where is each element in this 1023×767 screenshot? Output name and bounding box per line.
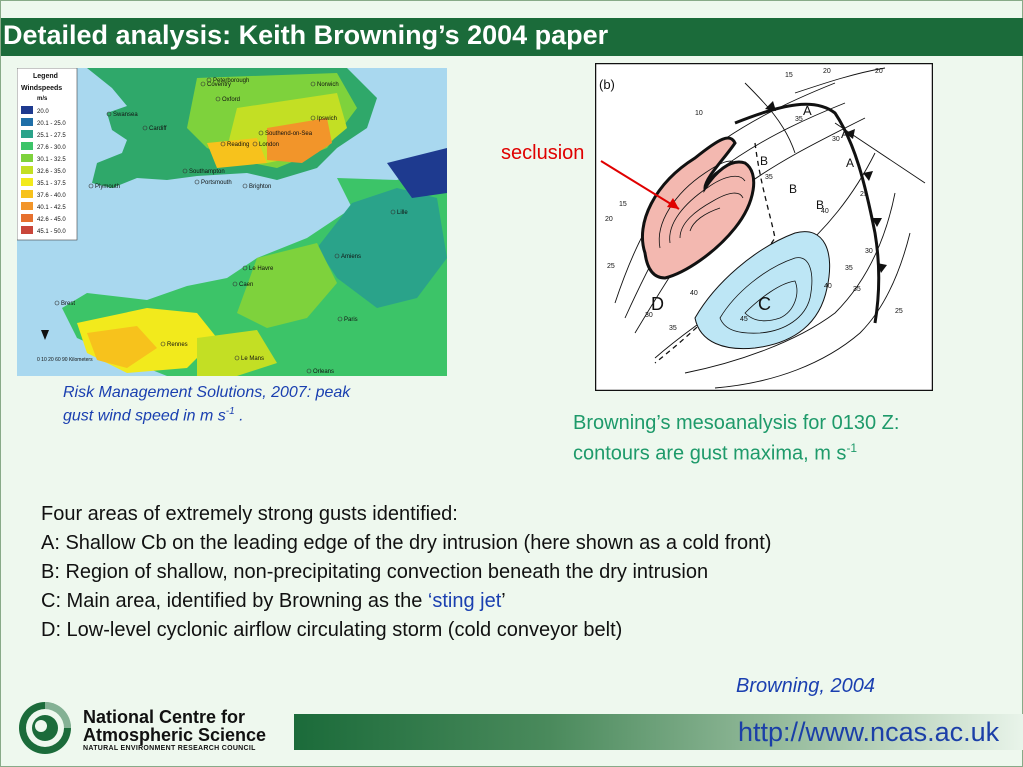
map-legend-title: Legend — [33, 73, 58, 80]
map-place-label: Swansea — [113, 112, 138, 118]
map-place-label: Norwich — [317, 82, 339, 88]
figure-contour-value: 40 — [821, 208, 829, 215]
legend-swatch — [21, 178, 33, 186]
map-place-label: Lille — [397, 210, 408, 216]
map-place-label: Brest — [61, 301, 76, 307]
legend-label: 35.1 - 37.5 — [37, 181, 66, 187]
figure-region-letter: A — [803, 103, 812, 118]
map-place-label: Le Havre — [249, 266, 274, 272]
legend-label: 27.6 - 30.0 — [37, 145, 66, 151]
figure-contour-value: 35 — [853, 286, 861, 293]
map-place-label: Cardiff — [149, 126, 167, 132]
map-place-label: Oxford — [222, 97, 241, 103]
figure-region-letter: C — [758, 294, 771, 314]
mesoanalysis-figure — [595, 63, 933, 391]
map-place-label: Caen — [239, 282, 254, 288]
citation: Browning, 2004 — [736, 675, 875, 697]
seclusion-arrow-icon — [591, 151, 691, 221]
figure-contour-value: 15 — [785, 72, 793, 79]
legend-swatch — [21, 214, 33, 222]
figure-contour-value: 30 — [645, 312, 653, 319]
figure-region-letter: B — [789, 182, 798, 196]
map-place-label: Paris — [344, 317, 358, 323]
map-place-label: Amiens — [341, 254, 362, 260]
logo-subtitle: NATURAL ENVIRONMENT RESEARCH COUNCIL — [83, 745, 256, 752]
sting-jet-quote-open: ‘ — [427, 590, 433, 612]
figure-region-letter: B — [816, 198, 825, 212]
map-place-label: Southampton — [189, 169, 225, 175]
legend-label: 32.6 - 35.0 — [37, 169, 66, 175]
figure-contour-value: 35 — [669, 325, 677, 332]
figure-contour-value: 30 — [832, 136, 840, 143]
map-legend-units: m/s — [37, 96, 48, 102]
map-caption-end: . — [234, 407, 244, 425]
figure-contour-value: 25 — [607, 263, 615, 270]
map-place-label: Brighton — [249, 184, 272, 190]
legend-label: 20.1 - 25.0 — [37, 121, 66, 127]
body-line-c-text: C: Main area, identified by Browning as the — [41, 590, 428, 612]
legend-label: 25.1 - 27.5 — [37, 133, 66, 139]
map-legend-subtitle: Windspeeds — [21, 85, 63, 92]
body-line-d: D: Low-level cyclonic airflow circulating storm (cold conveyor belt) — [41, 619, 623, 641]
map-scale-label: 0 10 20 60 90 Kilometers — [37, 357, 93, 363]
legend-swatch — [21, 226, 33, 234]
legend-swatch — [21, 106, 33, 114]
footer-url-link[interactable]: http://www.ncas.ac.uk — [738, 717, 1000, 747]
figure-caption-line1: Browning’s mesoanalysis for 0130 Z: — [573, 412, 900, 434]
figure-caption — [573, 411, 1013, 467]
map-place-label: Coventry — [207, 82, 232, 88]
figure-contour-value: 25 — [895, 308, 903, 315]
legend-label: 40.1 - 42.5 — [37, 205, 66, 211]
sting-jet-link[interactable]: sting jet — [432, 590, 502, 612]
sting-jet-quote-close: ’ — [501, 590, 506, 612]
legend-swatch — [21, 202, 33, 210]
legend-label: 42.6 - 45.0 — [37, 217, 66, 223]
figure-contour-value: 20 — [875, 68, 883, 75]
map-place-label: Reading — [227, 142, 250, 148]
body-line-a: A: Shallow Cb on the leading edge of the dry intrusion (here shown as a cold front) — [41, 532, 772, 554]
figure-contour-value: 35 — [795, 116, 803, 123]
map-place-label: Orleans — [313, 369, 335, 375]
legend-swatch — [21, 142, 33, 150]
figure-contour-value: 35 — [845, 265, 853, 272]
body-text — [41, 500, 941, 645]
figure-contour-value: 15 — [619, 201, 627, 208]
figure-contour-value: 40 — [690, 290, 698, 297]
legend-label: 30.1 - 32.5 — [37, 157, 66, 163]
body-line-b: B: Region of shallow, non-precipitating convection beneath the dry intrusion — [41, 561, 709, 583]
figure-contour-value: 35 — [765, 174, 773, 181]
legend-swatch — [21, 154, 33, 162]
map-caption-sup: -1 — [225, 406, 235, 417]
body-line-intro: Four areas of extremely strong gusts identified: — [41, 503, 458, 525]
slide-title: Detailed analysis: Keith Browning’s 2004 paper — [3, 20, 609, 50]
figure-region-letter: A — [841, 127, 850, 141]
logo-name-line2: Atmospheric Science — [83, 725, 267, 745]
figure-caption-line2: contours are gust maxima, m s — [573, 442, 847, 465]
map-place-label: Portsmouth — [201, 180, 232, 186]
legend-swatch — [21, 118, 33, 126]
figure-contour-value: 10 — [695, 110, 703, 117]
figure-panel-label: (b) — [599, 77, 615, 92]
figure-contour-value: 25 — [860, 191, 868, 198]
figure-region-letter: A — [846, 156, 855, 170]
figure-region-letter: B — [760, 154, 769, 168]
map-place-label: Southend-on-Sea — [265, 131, 313, 137]
map-place-label: Ipswich — [317, 116, 338, 122]
legend-swatch — [21, 166, 33, 174]
figure-contour-value: 20 — [605, 216, 613, 223]
map-caption-line1: Risk Management Solutions, 2007: peak — [63, 384, 351, 401]
figure-contour-value: 40 — [824, 283, 832, 290]
map-place-label: Rennes — [167, 342, 188, 348]
legend-swatch — [21, 190, 33, 198]
map-place-label: Le Mans — [241, 356, 265, 362]
map-place-label: London — [259, 142, 280, 148]
map-caption-line2: gust wind speed in m s — [63, 407, 226, 425]
legend-label: 45.1 - 50.0 — [37, 229, 66, 235]
map-place-label: Peterborough — [213, 78, 250, 84]
map-place-label: Plymouth — [95, 184, 121, 190]
logo-name-line1: National Centre for — [83, 707, 246, 727]
figure-contour-value: 45 — [740, 316, 748, 323]
body-line-c — [41, 587, 941, 616]
title-bar — [1, 18, 1023, 56]
legend-label: 20.0 — [37, 109, 49, 115]
legend-swatch — [21, 130, 33, 138]
figure-contour-value: 20 — [823, 68, 831, 75]
wind-gust-map — [17, 68, 447, 376]
legend-label: 37.6 - 40.0 — [37, 193, 66, 199]
map-caption — [63, 383, 403, 425]
figure-region-letter: D — [651, 294, 664, 314]
seclusion-label: seclusion — [501, 142, 585, 164]
figure-contour-value: 30 — [865, 248, 873, 255]
figure-caption-sup: -1 — [846, 441, 858, 455]
